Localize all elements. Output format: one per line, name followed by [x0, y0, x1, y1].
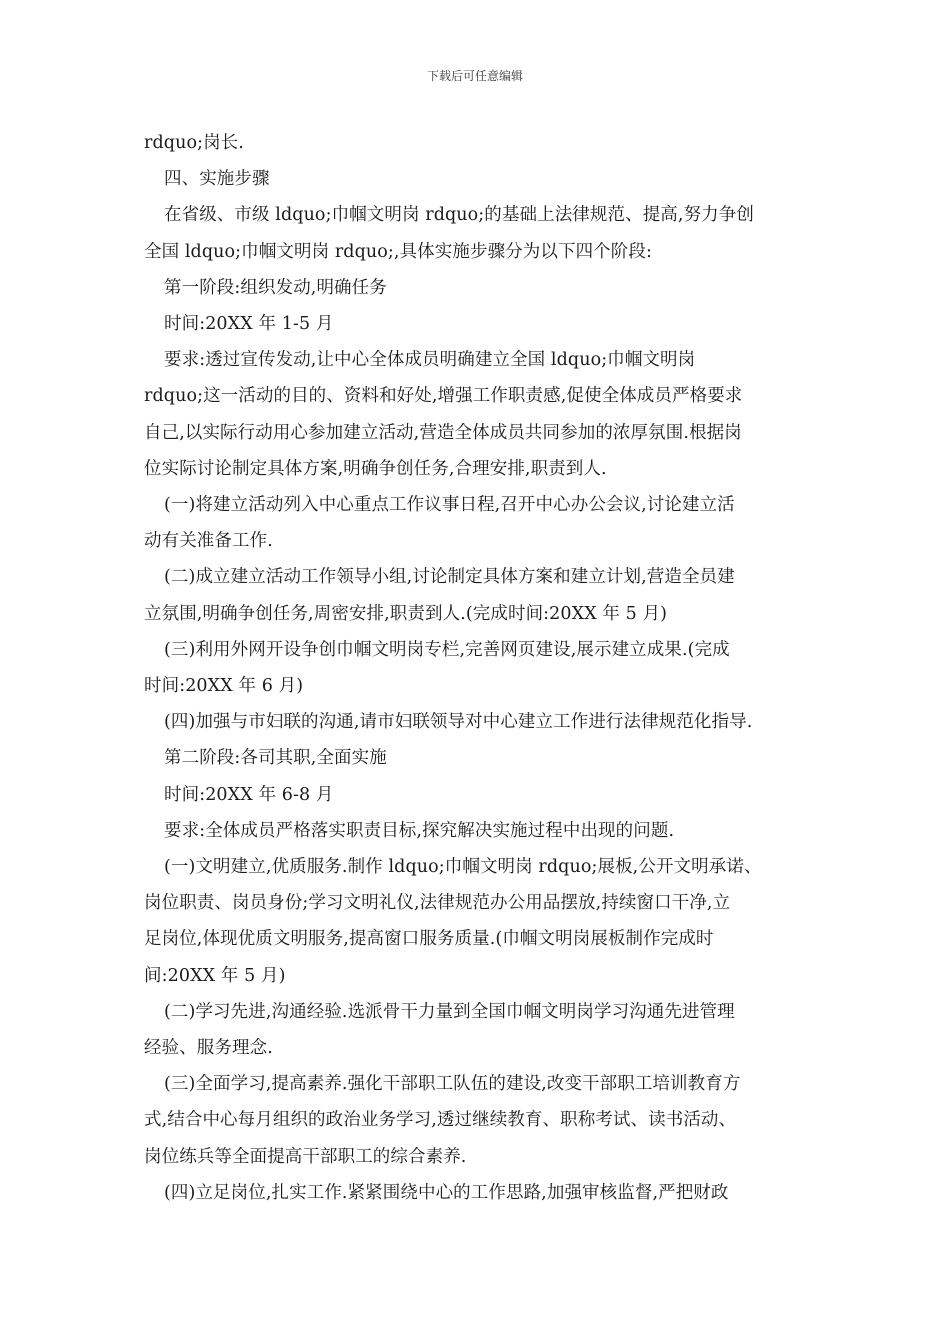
text-line: 时间:20XX 年 6 月): [144, 676, 304, 697]
text-line: 间:20XX 年 5 月): [144, 965, 286, 986]
text-line: 式,结合中心每月组织的政治业务学习,透过继续教育、职称考试、读书活动、: [144, 1110, 737, 1131]
text-line: 动有关准备工作.: [144, 531, 273, 552]
document-body: [144, 125, 816, 1211]
text-line: 足岗位,体现优质文明服务,提高窗口服务质量.(巾帼文明岗展板制作完成时: [144, 929, 714, 950]
text-line: 自己,以实际行动用心参加建立活动,营造全体成员共同参加的浓厚氛围.根据岗: [144, 422, 742, 443]
text-line: (四)加强与市妇联的沟通,请市妇联领导对中心建立工作进行法律规范化指导.: [164, 712, 753, 733]
page-header: 下载后可任意编辑: [426, 69, 523, 83]
text-line: (一)将建立活动列入中心重点工作议事日程,召开中心办公会议,讨论建立活: [164, 495, 735, 516]
text-line: 时间:20XX 年 6-8 月: [164, 784, 334, 805]
text-line: 岗位练兵等全面提高干部职工的综合素养.: [144, 1146, 467, 1167]
text-line: (三)利用外网开设争创巾帼文明岗专栏,完善网页建设,展示建立成果.(完成: [164, 639, 730, 660]
text-line: 第一阶段:组织发动,明确任务: [164, 277, 387, 298]
text-line: 经验、服务理念.: [144, 1038, 273, 1059]
text-line: (二)学习先进,沟通经验.选派骨干力量到全国巾帼文明岗学习沟通先进管理: [164, 1001, 735, 1022]
text-line: 要求:透过宣传发动,让中心全体成员明确建立全国 ldquo;巾帼文明岗: [164, 350, 696, 371]
text-line: 时间:20XX 年 1-5 月: [164, 314, 334, 335]
text-line: 位实际讨论制定具体方案,明确争创任务,合理安排,职责到人.: [144, 458, 607, 479]
text-line: 要求:全体成员严格落实职责目标,探究解决实施过程中出现的问题.: [164, 820, 675, 841]
text-line: (三)全面学习,提高素养.强化干部职工队伍的建设,改变干部职工培训教育方: [164, 1074, 741, 1095]
text-line: 全国 ldquo;巾帼文明岗 rdquo;,具体实施步骤分为以下四个阶段:: [144, 241, 652, 262]
text-line: 第二阶段:各司其职,全面实施: [164, 748, 387, 769]
text-line: rdquo;岗长.: [144, 133, 244, 153]
text-line: rdquo;这一活动的目的、资料和好处,增强工作职责感,促使全体成员严格要求: [144, 386, 743, 407]
text-line: 岗位职责、岗员身份;学习文明礼仪,法律规范办公用品摆放,持续窗口干净,立: [144, 893, 731, 914]
text-line: 在省级、市级 ldquo;巾帼文明岗 rdquo;的基础上法律规范、提高,努力争创: [164, 205, 754, 226]
text-line: (四)立足岗位,扎实工作.紧紧围绕中心的工作思路,加强审核监督,严把财政: [164, 1182, 729, 1203]
text-line: 立氛围,明确争创任务,周密安排,职责到人.(完成时间:20XX 年 5 月): [144, 603, 668, 624]
text-line: (一)文明建立,优质服务.制作 ldquo;巾帼文明岗 rdquo;展板,公开文明承诺、: [164, 857, 762, 878]
text-line: (二)成立建立活动工作领导小组,讨论制定具体方案和建立计划,营造全员建: [164, 567, 735, 588]
text-line: 四、实施步骤: [164, 169, 270, 190]
